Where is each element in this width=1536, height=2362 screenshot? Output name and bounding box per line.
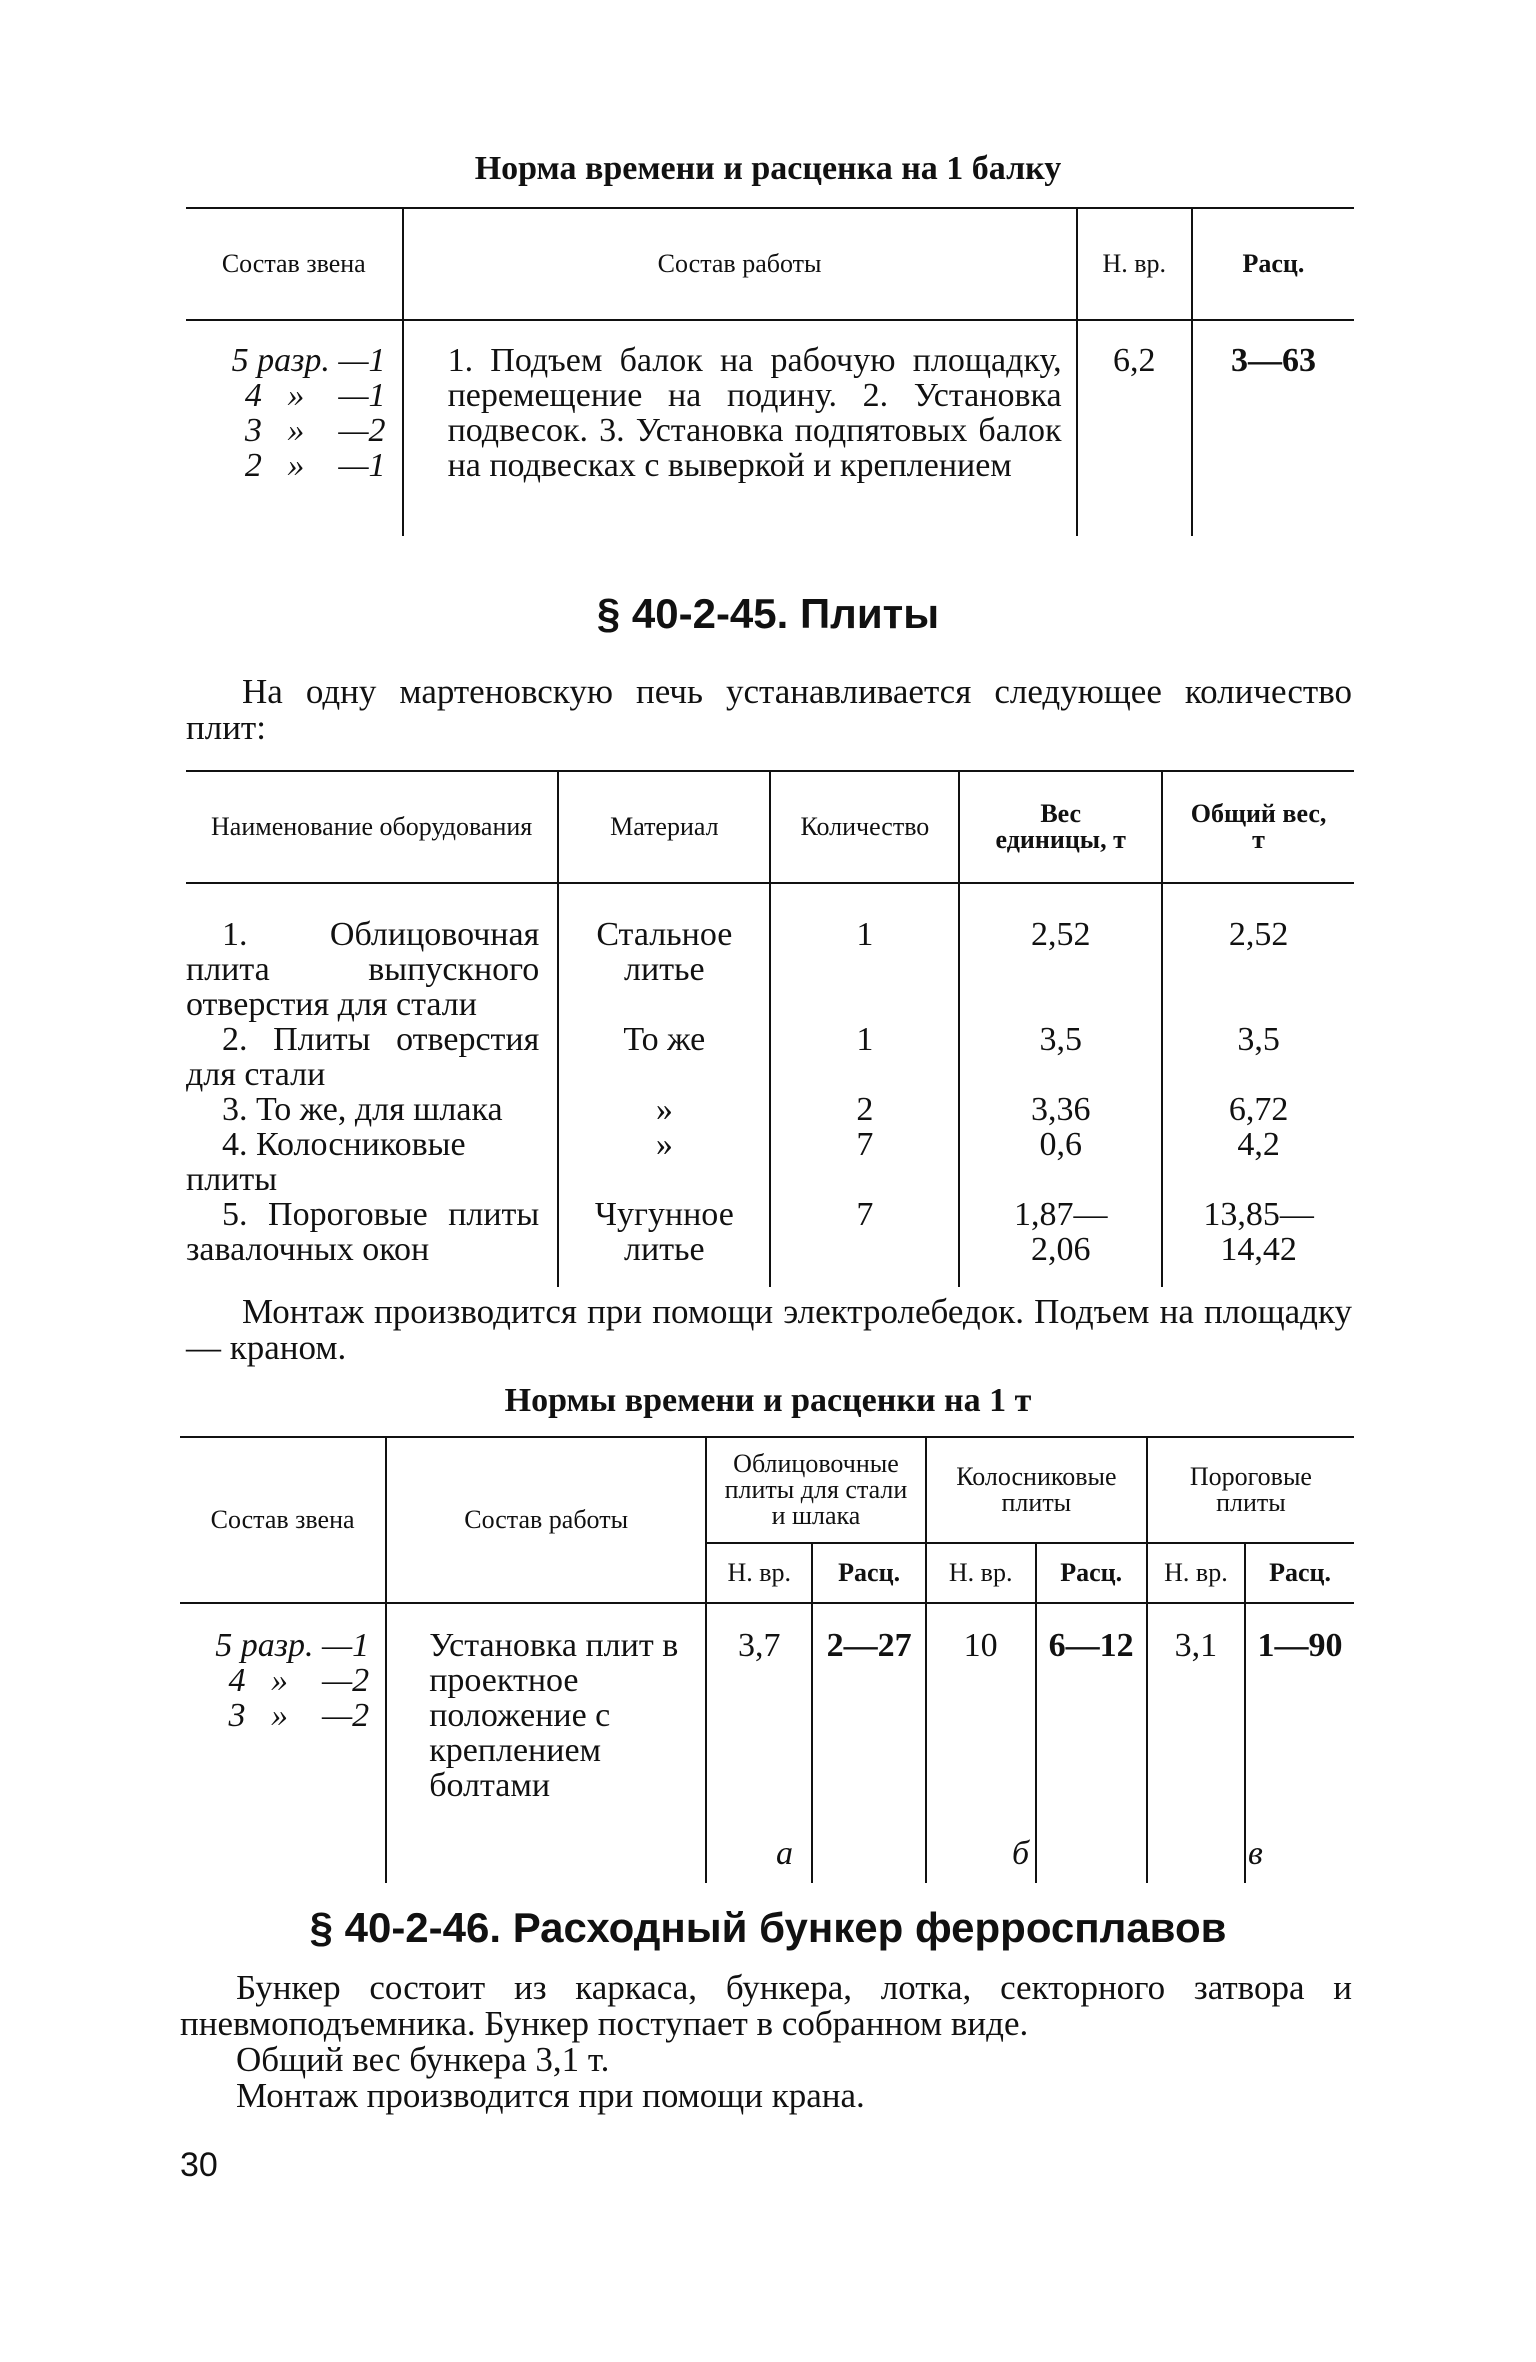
table2-row-qty: 1 [770,917,959,1022]
table2-row [186,917,1354,1022]
table3-crew [180,1603,386,1883]
table2-row-qty: 7 [770,1197,959,1267]
table3-letter-b: б [1012,1835,1030,1872]
table2-row-unit-weight: 3,5 [959,1022,1162,1092]
table3-header-norm: Н. вр. [926,1543,1036,1603]
mounting-note: Монтаж производится при помощи электролебедок. Подъем на площадку — краном. [186,1292,1352,1367]
table2-header-unit-weight: Вес единицы, т [959,771,1162,883]
table3-header-rate: Расц. [1036,1543,1147,1603]
table1-header-norm: Н. вр. [1077,208,1192,320]
crew-line: 3 » —2 [228,1697,370,1734]
table3-letter-c: в [1248,1835,1263,1872]
table2-header-qty: Количество [770,771,959,883]
table3 [180,1436,1354,1883]
table1-crew [186,320,403,536]
table2-row-total-weight: 6,72 [1162,1092,1354,1127]
table2-header-total-weight: Общий вес, т [1162,771,1354,883]
table3-rate-a [812,1603,925,1883]
table1-norm: 6,2 [1077,320,1192,536]
table2-row-unit-weight: 1,87—2,06 [959,1197,1162,1267]
table1-work: 1. Подъем балок на рабочую площадку, перемещение на подину. 2. Установка подвесок. 3. Установка подпятовых балок на подвесках с выверкой и креплением [403,320,1077,536]
page-number: 30 [180,2146,218,2184]
table2-row-qty: 2 [770,1092,959,1127]
section2-title: § 40-2-46. Расходный бункер ферросплавов [309,1904,1227,1951]
table2-row-name: 5. Пороговые плиты завалочных окон [186,1196,540,1268]
table3-rate-b: 6—12 [1036,1603,1147,1883]
table3-header-work: Состав работы [386,1437,706,1603]
crew-line: 5 разр. —1 [231,342,386,379]
section2-paragraph: Монтаж производится при помощи крана. [236,2076,865,2115]
table2-row [186,1022,1354,1092]
table3-caption: Нормы времени и расценки на 1 т [504,1382,1032,1419]
table3-header-group1: Облицовочные плиты для стали и шлака [706,1437,926,1543]
table2-row-material: » [558,1127,770,1197]
table2-row [186,1197,1354,1267]
table2-row-material: » [558,1092,770,1127]
table1 [186,207,1354,536]
table2-header-material: Материал [558,771,770,883]
table1-header-work: Состав работы [403,208,1077,320]
table3-rate-c: 1—90 [1245,1603,1354,1883]
section2-paragraph: Общий вес бункера 3,1 т. [236,2040,610,2079]
section1-intro: На одну мартеновскую печь устанавливается следующее количество плит: [186,672,1352,747]
table1-header-crew: Состав звена [221,249,366,278]
table3-header-rate: Расц. [1245,1543,1354,1603]
table3-header-norm: Н. вр. [706,1543,812,1603]
table2-row-name: 4. Колосниковые плиты [186,1126,466,1198]
table3-norm-a: 3,7 [706,1603,812,1883]
table2 [186,770,1354,1287]
table2-row-material: Стальное литье [558,917,770,1022]
section1-title: § 40-2-45. Плиты [596,590,940,637]
table3-letter-a: а [776,1835,793,1872]
section2-paragraph: Бункер состоит из каркаса, бункера, лотка, секторного затвора и пневмоподъемника. Бункер поступает в собранном виде. [180,1968,1352,2043]
table2-row-unit-weight: 0,6 [959,1127,1162,1197]
table3-norm-c: 3,1 [1147,1603,1245,1883]
table2-row-material: То же [558,1022,770,1092]
table2-row-qty: 1 [770,1022,959,1092]
table2-row-name: 1. Облицовочная плита выпускного отверстия для стали [186,916,540,1023]
table2-row-qty: 7 [770,1127,959,1197]
table2-row-unit-weight: 3,36 [959,1092,1162,1127]
table3-header-group2: Колосниковые плиты [926,1437,1147,1543]
table2-row-name: 3. То же, для шлака [222,1091,503,1128]
table2-row-material: Чугунное литье [558,1197,770,1267]
crew-line: 3 » —2 [244,412,386,449]
table2-row [186,1127,1354,1197]
crew-line: 2 » —1 [244,447,386,484]
table2-row-total-weight: 2,52 [1162,917,1354,1022]
table2-row-name: 2. Плиты отверстия для стали [186,1021,540,1093]
table1-rate: 3—63 [1192,320,1354,536]
table2-row-total-weight: 13,85—14,42 [1162,1197,1354,1267]
table3-header-rate: Расц. [812,1543,925,1603]
table3-header-group3: Пороговые плиты [1147,1437,1354,1543]
crew-line: 4 » —2 [228,1662,370,1699]
table3-header-norm: Н. вр. [1147,1543,1245,1603]
table2-row-unit-weight: 2,52 [959,917,1162,1022]
crew-line: 5 разр. —1 [215,1627,370,1664]
table3-norm-b: 10 [926,1603,1036,1883]
table3-work: Установка плит в проектное положение с креплением болтами [386,1603,706,1883]
table2-header-name: Наименование оборудования [211,812,533,841]
table3-header-crew: Состав звена [210,1505,355,1534]
table2-row [186,1092,1354,1127]
crew-line: 4 » —1 [244,377,386,414]
table1-caption: Норма времени и расценка на 1 балку [474,150,1062,187]
table1-header-rate: Расц. [1192,208,1354,320]
table2-row-total-weight: 4,2 [1162,1127,1354,1197]
table3-rate-a-value: 2—27 [826,1627,912,1664]
table2-row-total-weight: 3,5 [1162,1022,1354,1092]
